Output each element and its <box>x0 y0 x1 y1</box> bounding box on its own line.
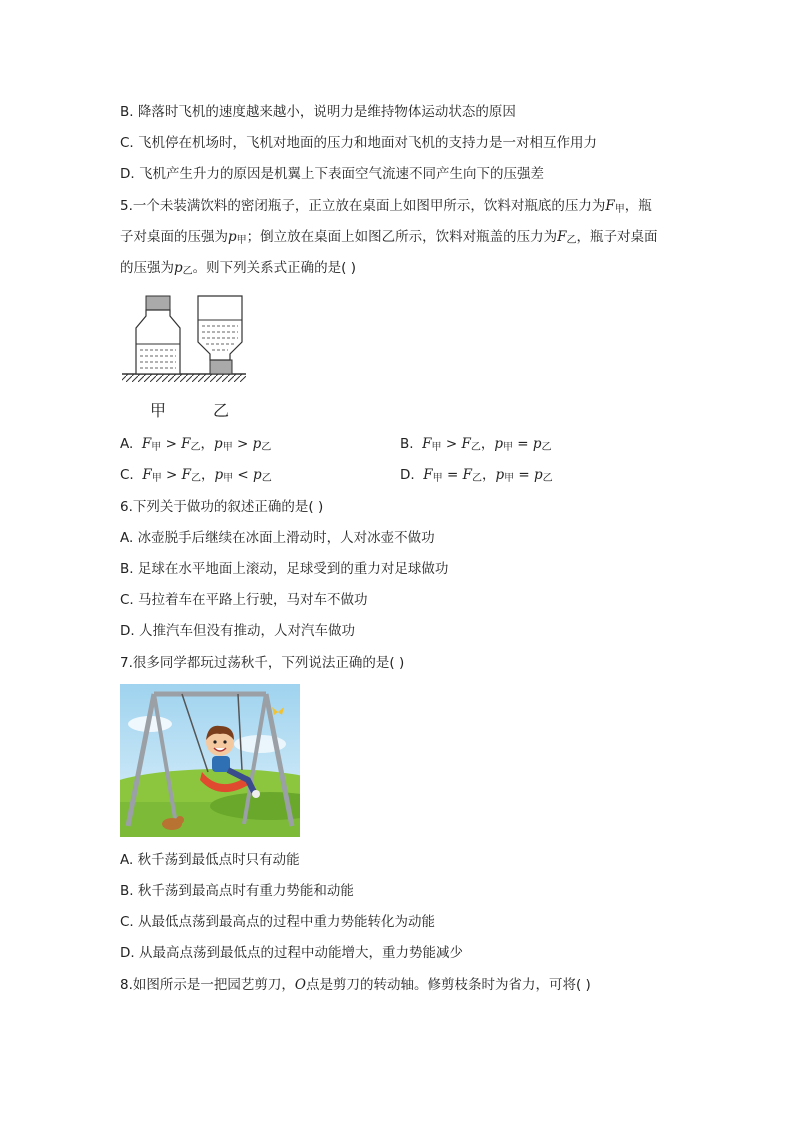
q7-stem: 7.很多同学都玩过荡秋千，下列说法正确的是( ) <box>120 655 405 671</box>
q5-stem-line-2: 子对桌面的压强为$p_甲$；倒立放在桌面上如图乙所示，饮料对瓶盖的压力为$F_乙$，瓶子对桌面 <box>120 229 658 246</box>
q5-option-a: A. $F_甲 > F_乙$，$p_甲 > p_乙$ <box>120 436 272 453</box>
swing-illustration <box>120 684 300 837</box>
q7-option-d: D. 从最高点荡到最低点的过程中动能增大，重力势能减少 <box>120 945 463 961</box>
q8-stem: 8.如图所示是一把园艺剪刀，O点是剪刀的转动轴。修剪枝条时为省力，可将( ) <box>120 977 591 993</box>
q6-option-a: A. 冰壶脱手后继续在冰面上滑动时，人对冰壶不做功 <box>120 530 435 546</box>
q5-stem-line-1: 5.一个未装满饮料的密闭瓶子，正立放在桌面上如图甲所示，饮料对瓶底的压力为$F_甲$，瓶 <box>120 198 652 215</box>
q4-option-b: B. 降落时飞机的速度越来越小，说明力是维持物体运动状态的原因 <box>120 104 516 120</box>
figure-label-yi: 乙 <box>213 401 230 420</box>
q5-option-c: C. $F_甲 > F_乙$，$p_甲 < p_乙$ <box>120 467 272 484</box>
bottle-figure <box>120 292 250 384</box>
q5-option-d: D. $F_甲 = F_乙$，$p_甲 = p_乙$ <box>400 467 553 484</box>
q4-option-c: C. 飞机停在机场时，飞机对地面的压力和地面对飞机的支持力是一对相互作用力 <box>120 135 598 151</box>
q5-stem-line-3: 的压强为$p_乙$。则下列关系式正确的是( ) <box>120 260 356 277</box>
q7-option-c: C. 从最低点荡到最高点的过程中重力势能转化为动能 <box>120 914 436 930</box>
q7-option-b: B. 秋千荡到最高点时有重力势能和动能 <box>120 883 354 899</box>
q6-option-c: C. 马拉着车在平路上行驶，马对车不做功 <box>120 592 368 608</box>
q7-option-a: A. 秋千荡到最低点时只有动能 <box>120 852 300 868</box>
figure-label-jia: 甲 <box>150 401 167 420</box>
q6-option-b: B. 足球在水平地面上滚动，足球受到的重力对足球做功 <box>120 561 449 577</box>
q6-stem: 6.下列关于做功的叙述正确的是( ) <box>120 499 324 515</box>
q4-option-d: D. 飞机产生升力的原因是机翼上下表面空气流速不同产生向下的压强差 <box>120 166 544 182</box>
q6-option-d: D. 人推汽车但没有推动，人对汽车做功 <box>120 623 355 639</box>
q5-option-b: B. $F_甲 > F_乙$，$p_甲 = p_乙$ <box>400 436 552 453</box>
